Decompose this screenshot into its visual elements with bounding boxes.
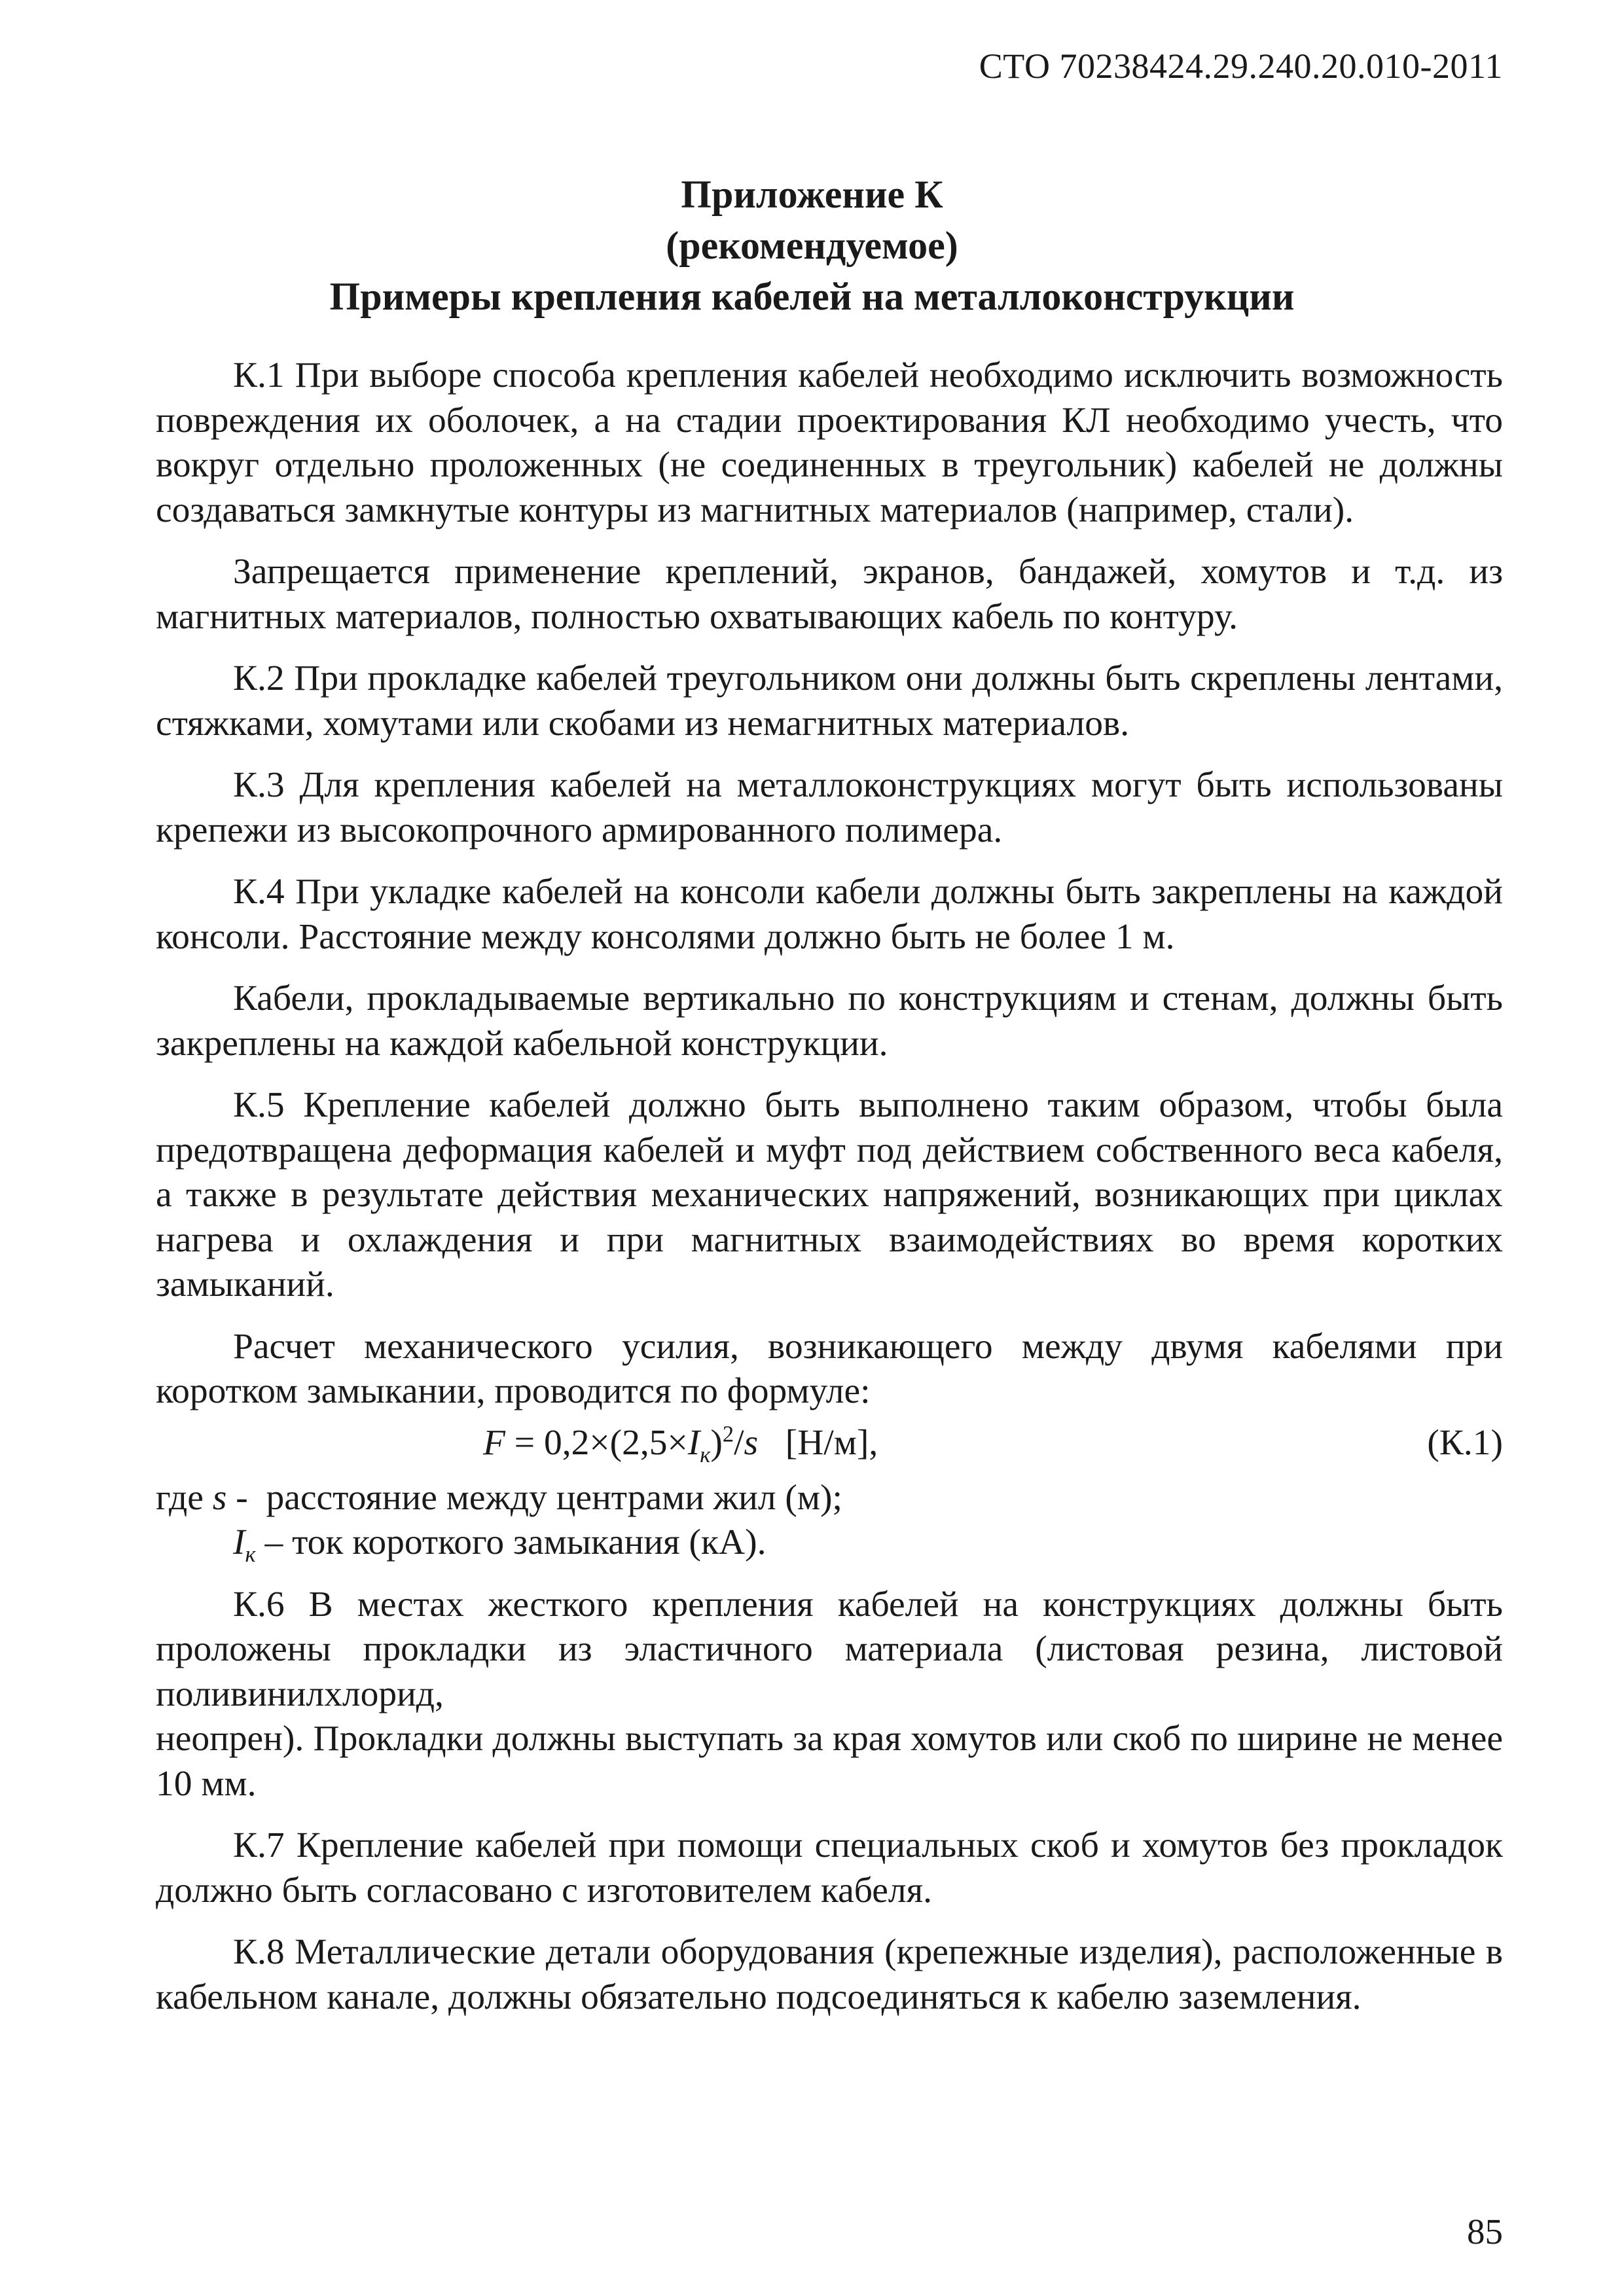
formula-number: (К.1): [1427, 1422, 1503, 1463]
paragraph-k5-continued: Расчет механического усилия, возникающего между двумя кабелями при коротком замыкании, проводится по формуле:: [156, 1326, 1503, 1411]
legend-s: где s - расстояние между центрами жил (м);: [156, 1477, 842, 1518]
formula-k1: [156, 1421, 1503, 1476]
paragraph-k1: К.1 При выборе способа крепления кабелей необходимо исключить возможность повреждения их оболочек, а на стадии проектирования КЛ необходимо учесть, что вокруг отдельно проложенных (не соединенных в треугольник) кабелей не должны создаваться замкнутые контуры из магнитных материалов (например, стали).: [156, 355, 1503, 530]
paragraph-k6: К.6 В местах жесткого крепления кабелей на конструкциях должны быть проложены прокладки из эластичного материала (листовая резина, листовой поливинилхлорид,: [156, 1584, 1503, 1714]
paragraph-k8: К.8 Металлические детали оборудования (крепежные изделия), расположенные в кабельном канале, должны обязательно подсоединяться к кабелю заземления.: [156, 1932, 1503, 2017]
legend-ik: $I_к$ – ток короткого замыкания (кА).: [233, 1522, 767, 1568]
formula-legend: [156, 1476, 1503, 1566]
paragraph-k4: К.4 При укладке кабелей на консоли кабели должны быть закреплены на каждой консоли. Расстояние между консолями должно быть не более 1 м.: [156, 872, 1503, 957]
page-number: 85: [1467, 2212, 1503, 2251]
paragraph-k4-continued: Кабели, прокладываемые вертикально по конструкциям и стенам, должны быть закреплены на каждой кабельной конструкции.: [156, 978, 1503, 1064]
appendix-title-block: [0, 169, 1624, 322]
appendix-subject: Примеры крепления кабелей на металлоконструкции: [329, 275, 1295, 318]
appendix-status: (рекомендуемое): [666, 224, 958, 267]
paragraph-k1-continued: Запрещается применение креплений, экранов, бандажей, хомутов и т.д. из магнитных материалов, полностью охватывающих кабель по контуру.: [156, 552, 1503, 637]
paragraph-k3: К.3 Для крепления кабелей на металлоконструкциях могут быть использованы крепежи из высокопрочного армированного полимера.: [156, 765, 1503, 850]
formula-expression: $F = 0,2\times(2,5\times I_к)^2/s$ [Н/м],: [483, 1422, 878, 1467]
paragraph-k7: К.7 Крепление кабелей при помощи специальных скоб и хомутов без прокладок должно быть согласовано с изготовителем кабеля.: [156, 1825, 1503, 1910]
paragraph-k2: К.2 При прокладке кабелей треугольником они должны быть скреплены лентами, стяжками, хомутами или скобами из немагнитных материалов.: [156, 658, 1503, 744]
paragraph-k6-continued: неопрен). Прокладки должны выступать за края хомутов или скоб по ширине не менее 10 мм.: [156, 1719, 1503, 1804]
document-body: [156, 353, 1503, 2037]
document-code: СТО 70238424.29.240.20.010-2011: [979, 46, 1503, 86]
paragraph-k5: К.5 Крепление кабелей должно быть выполнено таким образом, чтобы была предотвращена деформация кабелей и муфт под действием собственного веса кабеля, а также в результате действия механических напряжений, возникающих при циклах нагрева и охлаждения и при магнитных взаимодействиях во время коротких замыканий.: [156, 1085, 1503, 1304]
appendix-title: Приложение К: [681, 173, 943, 216]
